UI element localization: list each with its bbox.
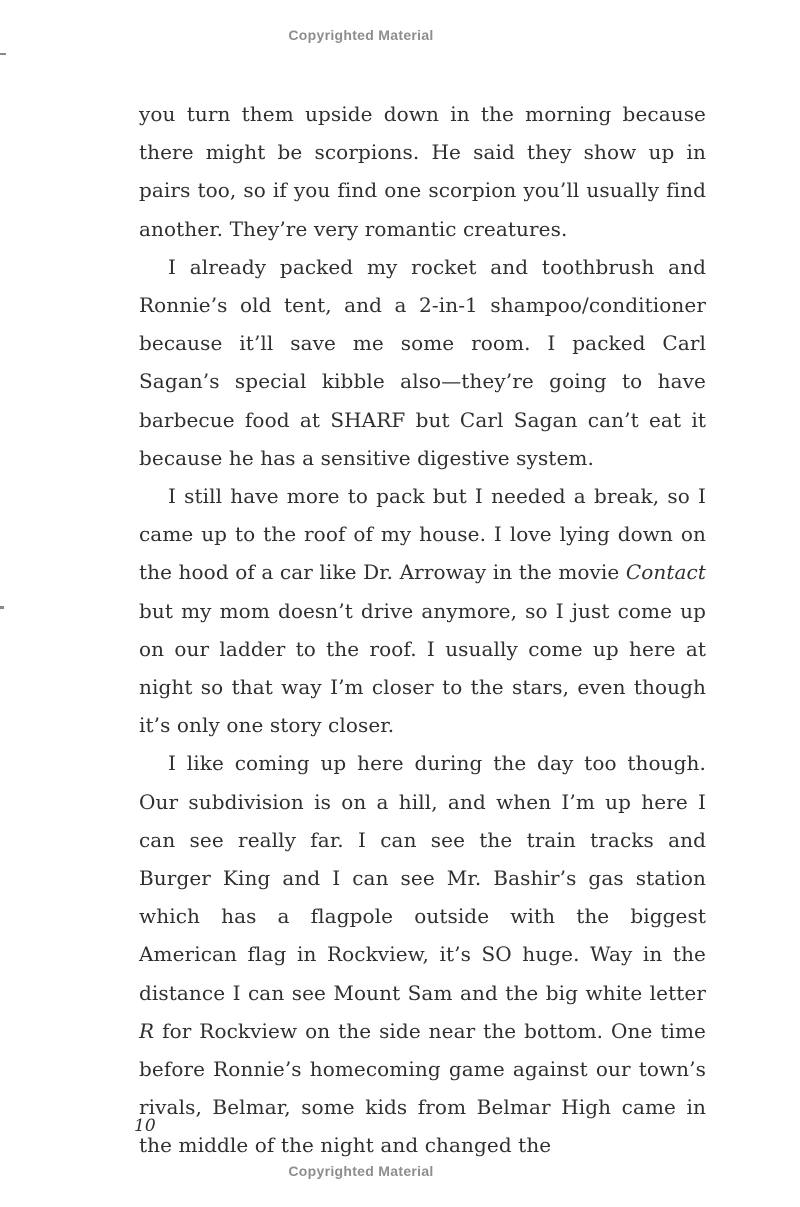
italic-text: Contact (625, 560, 706, 585)
paragraph (139, 744, 706, 1164)
body-text: for Rockview on the side near the bottom. One time before Ronnie’s homecoming game against our town’s rivals, Belmar, some kids from Belmar High came in the middle of the night and changed the (139, 1018, 706, 1158)
paragraph (139, 477, 706, 744)
italic-text: R (139, 1018, 155, 1043)
scan-artifact-mark-top (0, 53, 6, 55)
copyright-notice-bottom: Copyrighted Material (288, 1163, 434, 1179)
paragraph (139, 248, 706, 477)
body-text: I still have more to pack but I needed a break, so I came up to the roof of my house. I love lying down on the hood of a car like Dr. Arroway in the movie (139, 484, 706, 585)
page-text (139, 95, 706, 1165)
body-text: I already packed my rocket and toothbrush and Ronnie’s old tent, and a 2-in-1 shampoo/conditioner because it’ll save me some room. I packed Carl Sagan’s special kibble also—they’re going to have barbecue food at SHARF but Carl Sagan can’t eat it because he has a sensitive digestive system. (139, 254, 706, 470)
scan-artifact-mark-middle (0, 606, 4, 609)
body-text: but my mom doesn’t drive anymore, so I just come up on our ladder to the roof. I usually come up here at night so that way I’m closer to the stars, even though it’s only one story closer. (139, 598, 706, 738)
page-number: 10 (134, 1116, 156, 1136)
paragraph (139, 95, 706, 248)
body-text: you turn them upside down in the morning because there might be scorpions. He said they show up in pairs too, so if you find one scorpion you’ll usually find another. They’re very romantic creatures. (139, 102, 706, 241)
body-text: I like coming up here during the day too though. Our subdivision is on a hill, and when I’m up here I can see really far. I can see the train tracks and Burger King and I can see Mr. Bashir’s gas station which has a flagpole outside with the biggest American flag in Rockview, it’s SO huge. Way in the distance I can see Mount Sam and the big white letter (139, 751, 706, 1005)
copyright-notice-top: Copyrighted Material (288, 27, 434, 43)
